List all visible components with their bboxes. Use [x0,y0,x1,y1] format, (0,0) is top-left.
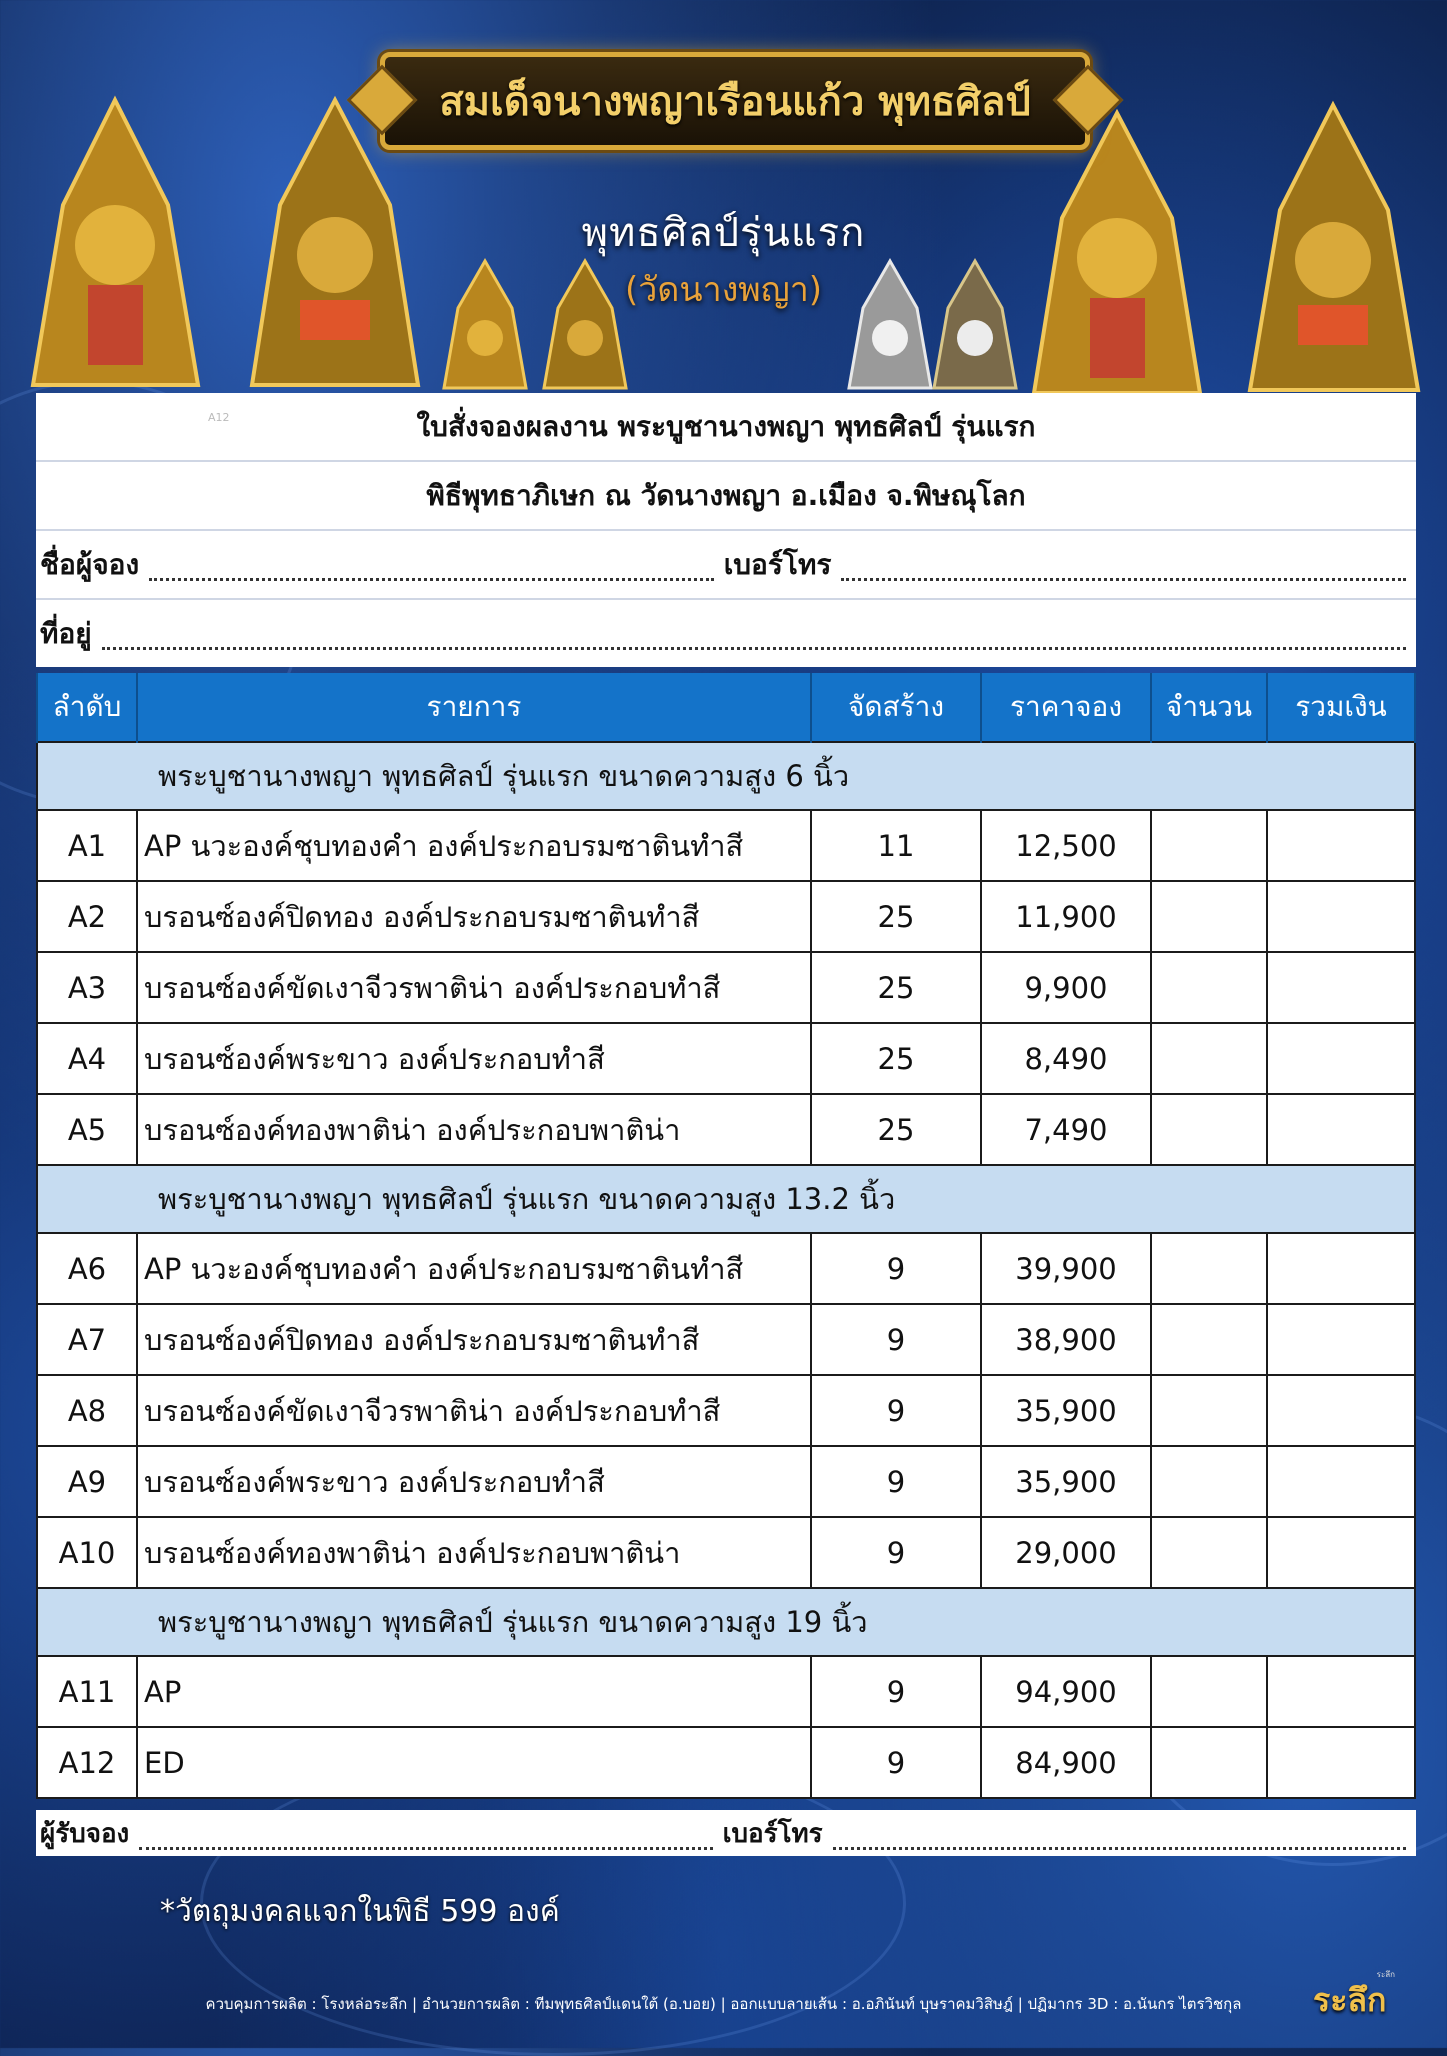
table-header-row [37,673,1415,742]
column-header: ลำดับ [37,673,137,742]
amount-cell[interactable] [1151,1517,1267,1588]
row-price: 39,900 [981,1233,1151,1304]
amount-cell[interactable] [1151,1375,1267,1446]
total-cell[interactable] [1267,881,1415,952]
order-table [36,673,1416,1799]
amount-cell[interactable] [1151,1094,1267,1165]
total-cell[interactable] [1267,1446,1415,1517]
receiver-label: ผู้รับจอง [40,1818,130,1849]
row-code: A5 [37,1094,137,1165]
row-qty: 9 [811,1375,981,1446]
row-price: 35,900 [981,1446,1151,1517]
row-price: 8,490 [981,1023,1151,1094]
name-label: ชื่อผู้จอง [40,547,140,581]
total-cell[interactable] [1267,1375,1415,1446]
row-price: 94,900 [981,1656,1151,1727]
row-qty: 9 [811,1727,981,1798]
address-field[interactable] [102,617,1406,650]
group-row [37,1588,1415,1656]
row-item: บรอนซ์องค์ปิดทอง องค์ประกอบรมซาตินทำสี [137,1304,811,1375]
row-qty: 9 [811,1446,981,1517]
table-row [37,1023,1415,1094]
subtitle: พุทธศิลป์รุ่นแรก [581,210,866,256]
table-row [37,881,1415,952]
form-heading-row-1 [36,393,1416,462]
row-code: A3 [37,952,137,1023]
row-item: บรอนซ์องค์พระขาว องค์ประกอบทำสี [137,1023,811,1094]
row-item: บรอนซ์องค์ปิดทอง องค์ประกอบรมซาตินทำสี [137,881,811,952]
row-qty: 25 [811,881,981,952]
note-text: *วัตถุมงคลแจกในพิธี 599 องค์ [160,1894,560,1929]
row-item: AP นวะองค์ชุบทองคำ องค์ประกอบรมซาตินทำสี [137,810,811,881]
group-row [37,742,1415,810]
logo-small-text: ระลึก [1376,1970,1395,1979]
row-item: บรอนซ์องค์ขัดเงาจีวรพาติน่า องค์ประกอบทำสี [137,952,811,1023]
total-cell[interactable] [1267,1304,1415,1375]
subtitle-temple: (วัดนางพญา) [624,270,823,310]
row-code: A11 [37,1656,137,1727]
row-qty: 25 [811,1094,981,1165]
amount-cell[interactable] [1151,1233,1267,1304]
amount-cell[interactable] [1151,1446,1267,1517]
row-item: บรอนซ์องค์ทองพาติน่า องค์ประกอบพาติน่า [137,1517,811,1588]
table-row [37,1446,1415,1517]
order-form-header [36,393,1416,667]
row-code: A7 [37,1304,137,1375]
total-cell[interactable] [1267,1233,1415,1304]
total-cell[interactable] [1267,1517,1415,1588]
name-field[interactable] [149,548,714,581]
footer-credits: ควบคุมการผลิต : โรงหล่อระลึก | อำนวยการผลิต : ทีมพุทธศิลป์แดนใต้ (อ.บอย) | ออกแบบลายเส้น : อ.อภินันท์ บุษราคมวิสิษฎ์ | ปฏิมากร 3D : อ.นันกร ไตรวิชกุล [205,1995,1242,2013]
row-price: 35,900 [981,1375,1151,1446]
column-header: จัดสร้าง [811,673,981,742]
column-header: รายการ [137,673,811,742]
row-qty: 9 [811,1304,981,1375]
row-qty: 11 [811,810,981,881]
row-price: 9,900 [981,952,1151,1023]
receiver-phone-label: เบอร์โทร [722,1818,823,1849]
form-heading-2: พิธีพุทธาภิเษก ณ วัดนางพญา อ.เมือง จ.พิษณุโลก [426,478,1026,512]
name-phone-row [36,531,1416,600]
address-row [36,600,1416,667]
row-qty: 9 [811,1233,981,1304]
amount-cell[interactable] [1151,1656,1267,1727]
row-code: A12 [37,1727,137,1798]
table-row [37,1727,1415,1798]
total-cell[interactable] [1267,1656,1415,1727]
row-code: A1 [37,810,137,881]
total-cell[interactable] [1267,810,1415,881]
row-code: A2 [37,881,137,952]
row-qty: 25 [811,952,981,1023]
phone-field[interactable] [841,548,1406,581]
title-plaque [380,52,1090,150]
row-code: A9 [37,1446,137,1517]
group-row [37,1165,1415,1233]
row-code: A4 [37,1023,137,1094]
amount-cell[interactable] [1151,1304,1267,1375]
row-price: 38,900 [981,1304,1151,1375]
column-header: รวมเงิน [1267,673,1415,742]
brand-logo: ระลึก [1313,1981,1387,2019]
amount-cell[interactable] [1151,810,1267,881]
table-row [37,1656,1415,1727]
row-item: AP นวะองค์ชุบทองคำ องค์ประกอบรมซาตินทำสี [137,1233,811,1304]
table-row [37,1304,1415,1375]
address-label: ที่อยู่ [40,616,92,650]
row-price: 12,500 [981,810,1151,881]
phone-label: เบอร์โทร [723,547,832,581]
column-header: จำนวน [1151,673,1267,742]
row-item: AP [137,1656,811,1727]
row-qty: 9 [811,1656,981,1727]
row-code: A8 [37,1375,137,1446]
form-heading-row-2 [36,462,1416,531]
receiver-row [36,1810,1416,1856]
group-title: พระบูชานางพญา พุทธศิลป์ รุ่นแรก ขนาดความสูง 19 นิ้ว [37,1588,1415,1656]
row-qty: 25 [811,1023,981,1094]
watermark: A12 [208,411,230,424]
row-qty: 9 [811,1517,981,1588]
row-price: 84,900 [981,1727,1151,1798]
table-row [37,810,1415,881]
row-code: A6 [37,1233,137,1304]
table-row [37,1375,1415,1446]
row-price: 29,000 [981,1517,1151,1588]
table-row [37,1094,1415,1165]
row-item: บรอนซ์องค์ขัดเงาจีวรพาติน่า องค์ประกอบทำสี [137,1375,811,1446]
total-cell[interactable] [1267,1094,1415,1165]
row-price: 7,490 [981,1094,1151,1165]
row-price: 11,900 [981,881,1151,952]
amount-cell[interactable] [1151,1023,1267,1094]
row-item: บรอนซ์องค์ทองพาติน่า องค์ประกอบพาติน่า [137,1094,811,1165]
group-title: พระบูชานางพญา พุทธศิลป์ รุ่นแรก ขนาดความสูง 6 นิ้ว [37,742,1415,810]
row-item: บรอนซ์องค์พระขาว องค์ประกอบทำสี [137,1446,811,1517]
page-title: สมเด็จนางพญาเรือนแก้ว พุทธศิลป์ [439,78,1031,125]
amount-cell[interactable] [1151,952,1267,1023]
row-code: A10 [37,1517,137,1588]
total-cell[interactable] [1267,952,1415,1023]
table-row [37,1517,1415,1588]
table-row [37,952,1415,1023]
amount-cell[interactable] [1151,881,1267,952]
group-title: พระบูชานางพญา พุทธศิลป์ รุ่นแรก ขนาดความสูง 13.2 นิ้ว [37,1165,1415,1233]
row-item: ED [137,1727,811,1798]
amount-cell[interactable] [1151,1727,1267,1798]
table-row [37,1233,1415,1304]
receiver-phone-field[interactable] [833,1817,1406,1850]
total-cell[interactable] [1267,1727,1415,1798]
receiver-field[interactable] [139,1817,712,1850]
column-header: ราคาจอง [981,673,1151,742]
form-heading-1: ใบสั่งจองผลงาน พระบูชานางพญา พุทธศิลป์ รุ่นแรก [416,409,1036,443]
total-cell[interactable] [1267,1023,1415,1094]
